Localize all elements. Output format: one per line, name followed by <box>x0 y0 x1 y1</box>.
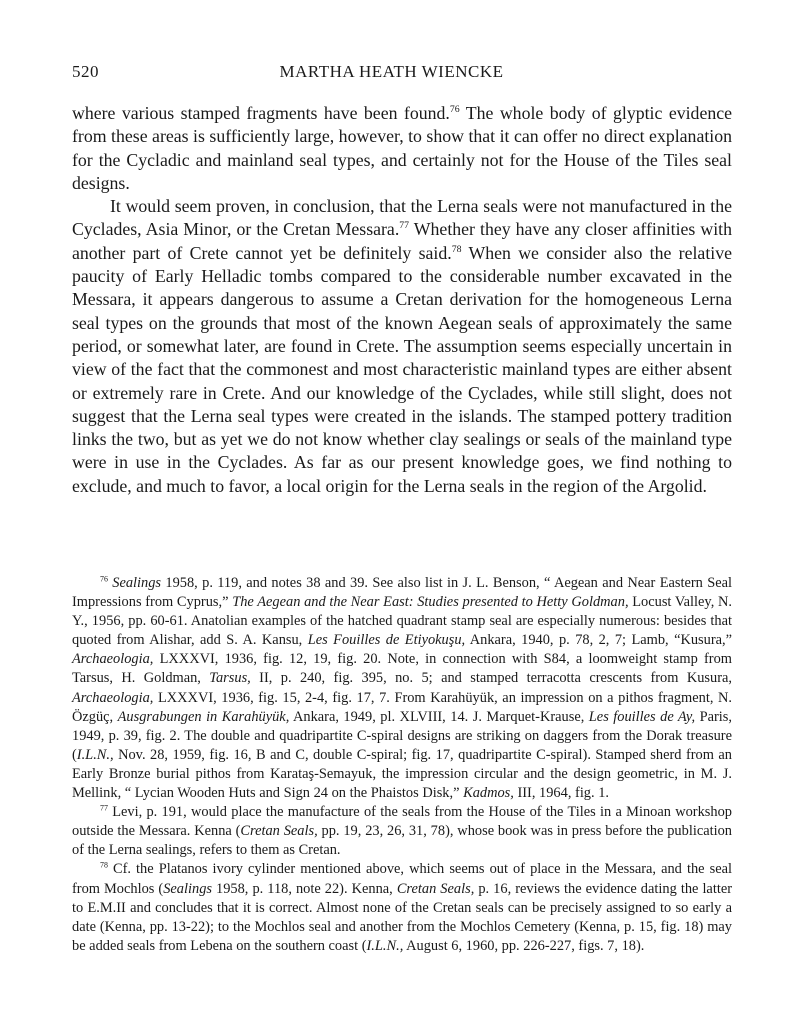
footnote-text: p. 16, reviews the evidence dating the latter to E.M.II and concludes that it is correct. Almost none of the Cretan seals can be precisely assigned to so early a date (Kenna, pp. 13-22); to the Mochlos seal and another from the Mochlos Cemetery (Kenna, p. 15, fig. 18) may be added seals from Lebena on the southern coast ( <box>72 880 733 954</box>
footnote-text: Levi, p. 191, would place the manufacture of the seals from the House of the Tiles in a Minoan workshop outside the Messara. Kenna ( <box>72 804 732 840</box>
footnote-text: Ankara, 1940, p. 78, 2, 7; Lamb, “Kusura,” <box>465 632 733 649</box>
footnote-title: Ausgrabungen in Karahüyük, <box>117 708 290 725</box>
footnote-title: Sealings <box>112 575 162 591</box>
footnote-marker: 76 <box>100 574 108 584</box>
footnote-76 <box>72 574 732 803</box>
footnote-title: Archaeologia, <box>72 651 154 668</box>
footnote-text: 1958, p. 118, note 22). Kenna, <box>211 880 397 897</box>
footnotes <box>72 574 732 956</box>
footnote-text: Paris, 1949, p. 39, fig. 2. The double and quadripartite C-spiral designs are striking on daggers from the Dorak treasure ( <box>72 708 732 763</box>
footnote-marker: 78 <box>100 860 108 870</box>
footnote-text: Nov. 28, 1959, fig. 16, B and C, double C-spiral; fig. 17, quadripartite C-spiral). Stamped sherd from an Early Bronze burial pithos from Karataş-Semayuk, the impression circular and the design geometric, in M. J. Mellink, “ Lycian Wooden Huts and Sign 24 on the Phaistos Disk,” <box>72 746 732 802</box>
running-head: MARTHA HEATH WIENCKE <box>279 62 504 81</box>
footnote-marker: 77 <box>100 803 108 813</box>
footnote-title: Sealings <box>163 880 212 897</box>
footnote-text: Cf. the Platanos ivory cylinder mentioned above, which seems out of place in the Messara, and the seal from Mochlos ( <box>72 861 732 897</box>
footnote-text: LXXXVI, 1936, fig. 12, 19, fig. 20. Note, in connection with S84, a loomweight stamp from Tarsus, H. Goldman, <box>72 651 732 687</box>
footnote-title: Tarsus, <box>209 670 251 687</box>
footnote-ref-78[interactable]: 78 <box>451 243 462 255</box>
footnote-text: III, 1964, fig. 1. <box>513 785 609 802</box>
footnote-title: Les Fouilles de Etiyokuşu, <box>307 632 466 649</box>
footnote-text: August 6, 1960, pp. 226-227, figs. 7, 18). <box>403 937 645 954</box>
footnote-text: 1958, p. 119, and notes 38 and 39. See also list in J. L. Benson, “ Aegean and Near Eastern Seal Impressions from Cyprus,” <box>72 575 732 611</box>
page-number: 520 <box>72 62 99 81</box>
footnote-title: Les fouilles de Ay, <box>588 708 696 725</box>
paragraph-2-text-cont: Whether they have any closer affinities with another part of Crete cannot yet be definitely said. <box>72 219 732 263</box>
paragraph-2 <box>72 195 732 498</box>
footnote-text: Locust Valley, N. Y., 1956, pp. 60-61. Anatolian examples of the hatched quadrant stamp seal are especially numerous: besides that quoted from Alishar, add S. A. Kansu, <box>72 594 732 649</box>
footnote-title: Kadmos, <box>463 785 514 802</box>
footnote-78 <box>72 860 732 955</box>
paragraph-2-text: It would seem proven, in conclusion, that the Lerna seals were not manufactured in the Cyclades, Asia Minor, or the Cretan Messara. <box>72 196 732 240</box>
footnote-text: pp. 19, 23, 26, 31, 78), whose book was in press before the publication of the Lerna sealings, refers to them as Cretan. <box>72 823 732 859</box>
paragraph-1-text: where various stamped fragments have been found. <box>72 103 450 123</box>
footnote-title: I.L.N., <box>76 746 114 763</box>
footnote-text: II, p. 240, fig. 395, no. 5; and stamped terracotta crescents from Kusura, <box>250 670 732 687</box>
footnote-title: Archaeologia, <box>72 689 154 706</box>
footnote-title: Cretan Seals, <box>240 823 318 840</box>
paragraph-1 <box>72 102 732 195</box>
footnote-text: LXXXVI, 1936, fig. 15, 2-4, fig. 17, 7. From Karahüyük, an impression on a pithos fragment, N. Özgüç, <box>72 689 732 725</box>
paragraph-2-text-end: When we consider also the relative paucity of Early Helladic tombs compared to the considerable number excavated in the Messara, it appears dangerous to assume a Cretan derivation for the homogeneous Lerna seal types on the grounds that most of the known Aegean seals of approximately the same period, or somewhat later, are found in Crete. The assumption seems especially uncertain in view of the fact that the commonest and most characteristic mainland types are either absent or extremely rare in Crete. And our knowledge of the Cyclades, while still slight, does not suggest that the Lerna seal types were created in the islands. The stamped pottery tradition links the two, but as yet we do not know whether clay sealings or seals of the mainland type were in use in the Cyclades. As far as our present knowledge goes, we find nothing to exclude, and much to favor, a local origin for the Lerna seals in the region of the Argolid. <box>72 242 732 496</box>
footnote-title: Cretan Seals, <box>396 880 475 897</box>
footnote-title: The Aegean and the Near East: Studies presented to Hetty Goldman, <box>232 594 629 611</box>
footnote-ref-76[interactable]: 76 <box>449 104 460 116</box>
body-text <box>72 102 732 498</box>
footnote-ref-77[interactable]: 77 <box>399 220 410 232</box>
footnote-77 <box>72 803 732 860</box>
footnote-title: I.L.N., <box>366 937 404 954</box>
paragraph-1-text-cont: The whole body of glyptic evidence from these areas is sufficiently large, however, to show that it can offer no direct explanation for the Cycladic and mainland seal types, and certainly not for the House of the Tiles seal designs. <box>72 103 733 193</box>
footnote-text: Ankara, 1949, pl. XLVIII, 14. J. Marquet-Krause, <box>289 708 589 725</box>
page-header <box>72 62 711 88</box>
